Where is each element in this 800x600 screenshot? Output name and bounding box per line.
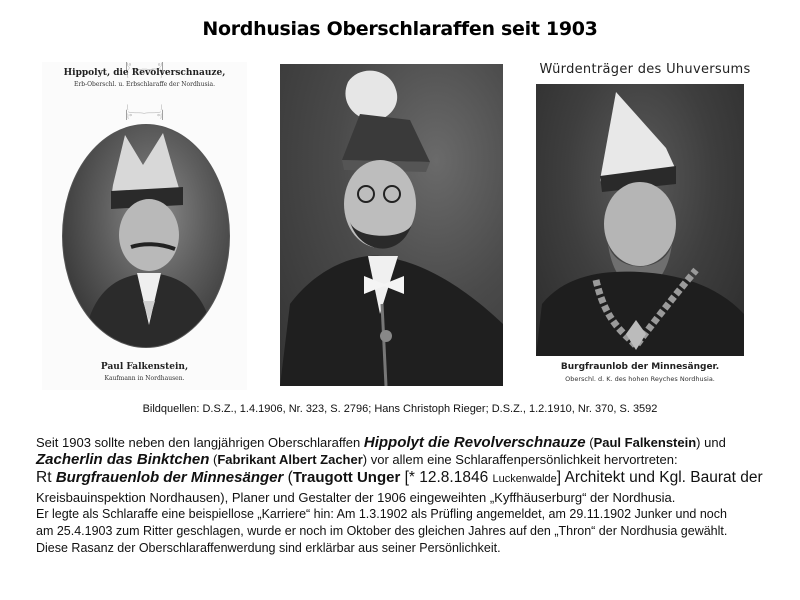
person-silhouette-icon [536,84,744,356]
portrait-header-title: Erb-Oberschl. u. Erbschlaraffe der Nordhusia. [73,81,215,88]
portrait-right-header: Würdenträger des Uhuversums [539,62,751,77]
portrait-right-caption-title: Oberschl. d. K. des hohen Reyches Nordhusia. [565,375,715,383]
real-name: Traugott Unger [292,469,401,486]
portrait-photo-oval [62,124,230,348]
schlaraffen-name: Hippolyt die Revolverschnauze [363,434,586,451]
page-title: Nordhusias Oberschlaraffen seit 1903 [202,18,598,40]
portrait-right-caption-name: Burgfraunlob der Minnesänger. [560,362,720,372]
paragraph-line-7: Diese Rasanz der Oberschlaraffenwerdung sind erklärbar aus seiner Persönlichkeit. [36,541,501,555]
body-text [36,434,796,557]
paragraph-line-6: am 25.4.1903 zum Ritter geschlagen, wurde er noch im Oktober des gleichen Jahres auf den „Thron“ der Nordhusia gewählt. [36,524,728,538]
person-silhouette-icon [280,64,503,386]
person-silhouette-icon [63,125,229,347]
portrait-footer-name: Paul Falkenstein, [100,362,189,372]
text: ( [283,469,293,486]
paragraph-line-3 [36,468,796,489]
portrait-footer-title: Kaufmann in Nordhausen. [104,375,185,382]
text: Seit 1903 sollte neben den langjährigen Oberschlaraffen [36,435,364,450]
portrait-hippolyt [42,62,247,390]
text: ] Architekt und Kgl. Baurat der [556,469,763,486]
schlaraffen-name: Burgfrauenlob der Minnesänger [55,469,284,486]
text: ) vor allem eine Schlaraffenpersönlichkeit hervortreten: [362,452,678,467]
portrait-burgfrauenlob [536,84,744,356]
portrait-middle [280,64,503,386]
text: Rt [36,469,56,486]
text: [* 12.8.1846 [400,469,493,486]
paragraph-line-2 [36,451,796,468]
paragraph-line-1 [36,434,796,451]
portrait-header-name: Hippolyt, die Revolverschnauze, [63,68,226,78]
text: ) und [696,435,726,450]
paragraph-line-4: Kreisbauinspektion Nordhausen), Planer und Gestalter der 1906 eingeweihten „Kyffhäuserburg“ der Nordhusia. [36,490,676,505]
paragraph-line-5: Er legte als Schlaraffe eine beispiellose „Karriere“ hin: Am 1.3.1902 als Prüfling angemeldet, am 29.11.1902 Junker und noch [36,507,727,521]
real-name: Paul Falkenstein [593,435,697,450]
image-sources: Bildquellen: D.S.Z., 1.4.1906, Nr. 323, S. 2796; Hans Christoph Rieger; D.S.Z., 1.2.1910, Nr. 370, S. 3592 [142,403,658,415]
birthplace: Luckenwalde [492,473,557,485]
text: ( [209,452,218,467]
real-name: Fabrikant Albert Zacher [217,452,363,467]
schlaraffen-name: Zacherlin das Binktchen [36,451,210,468]
text: ( [585,435,594,450]
